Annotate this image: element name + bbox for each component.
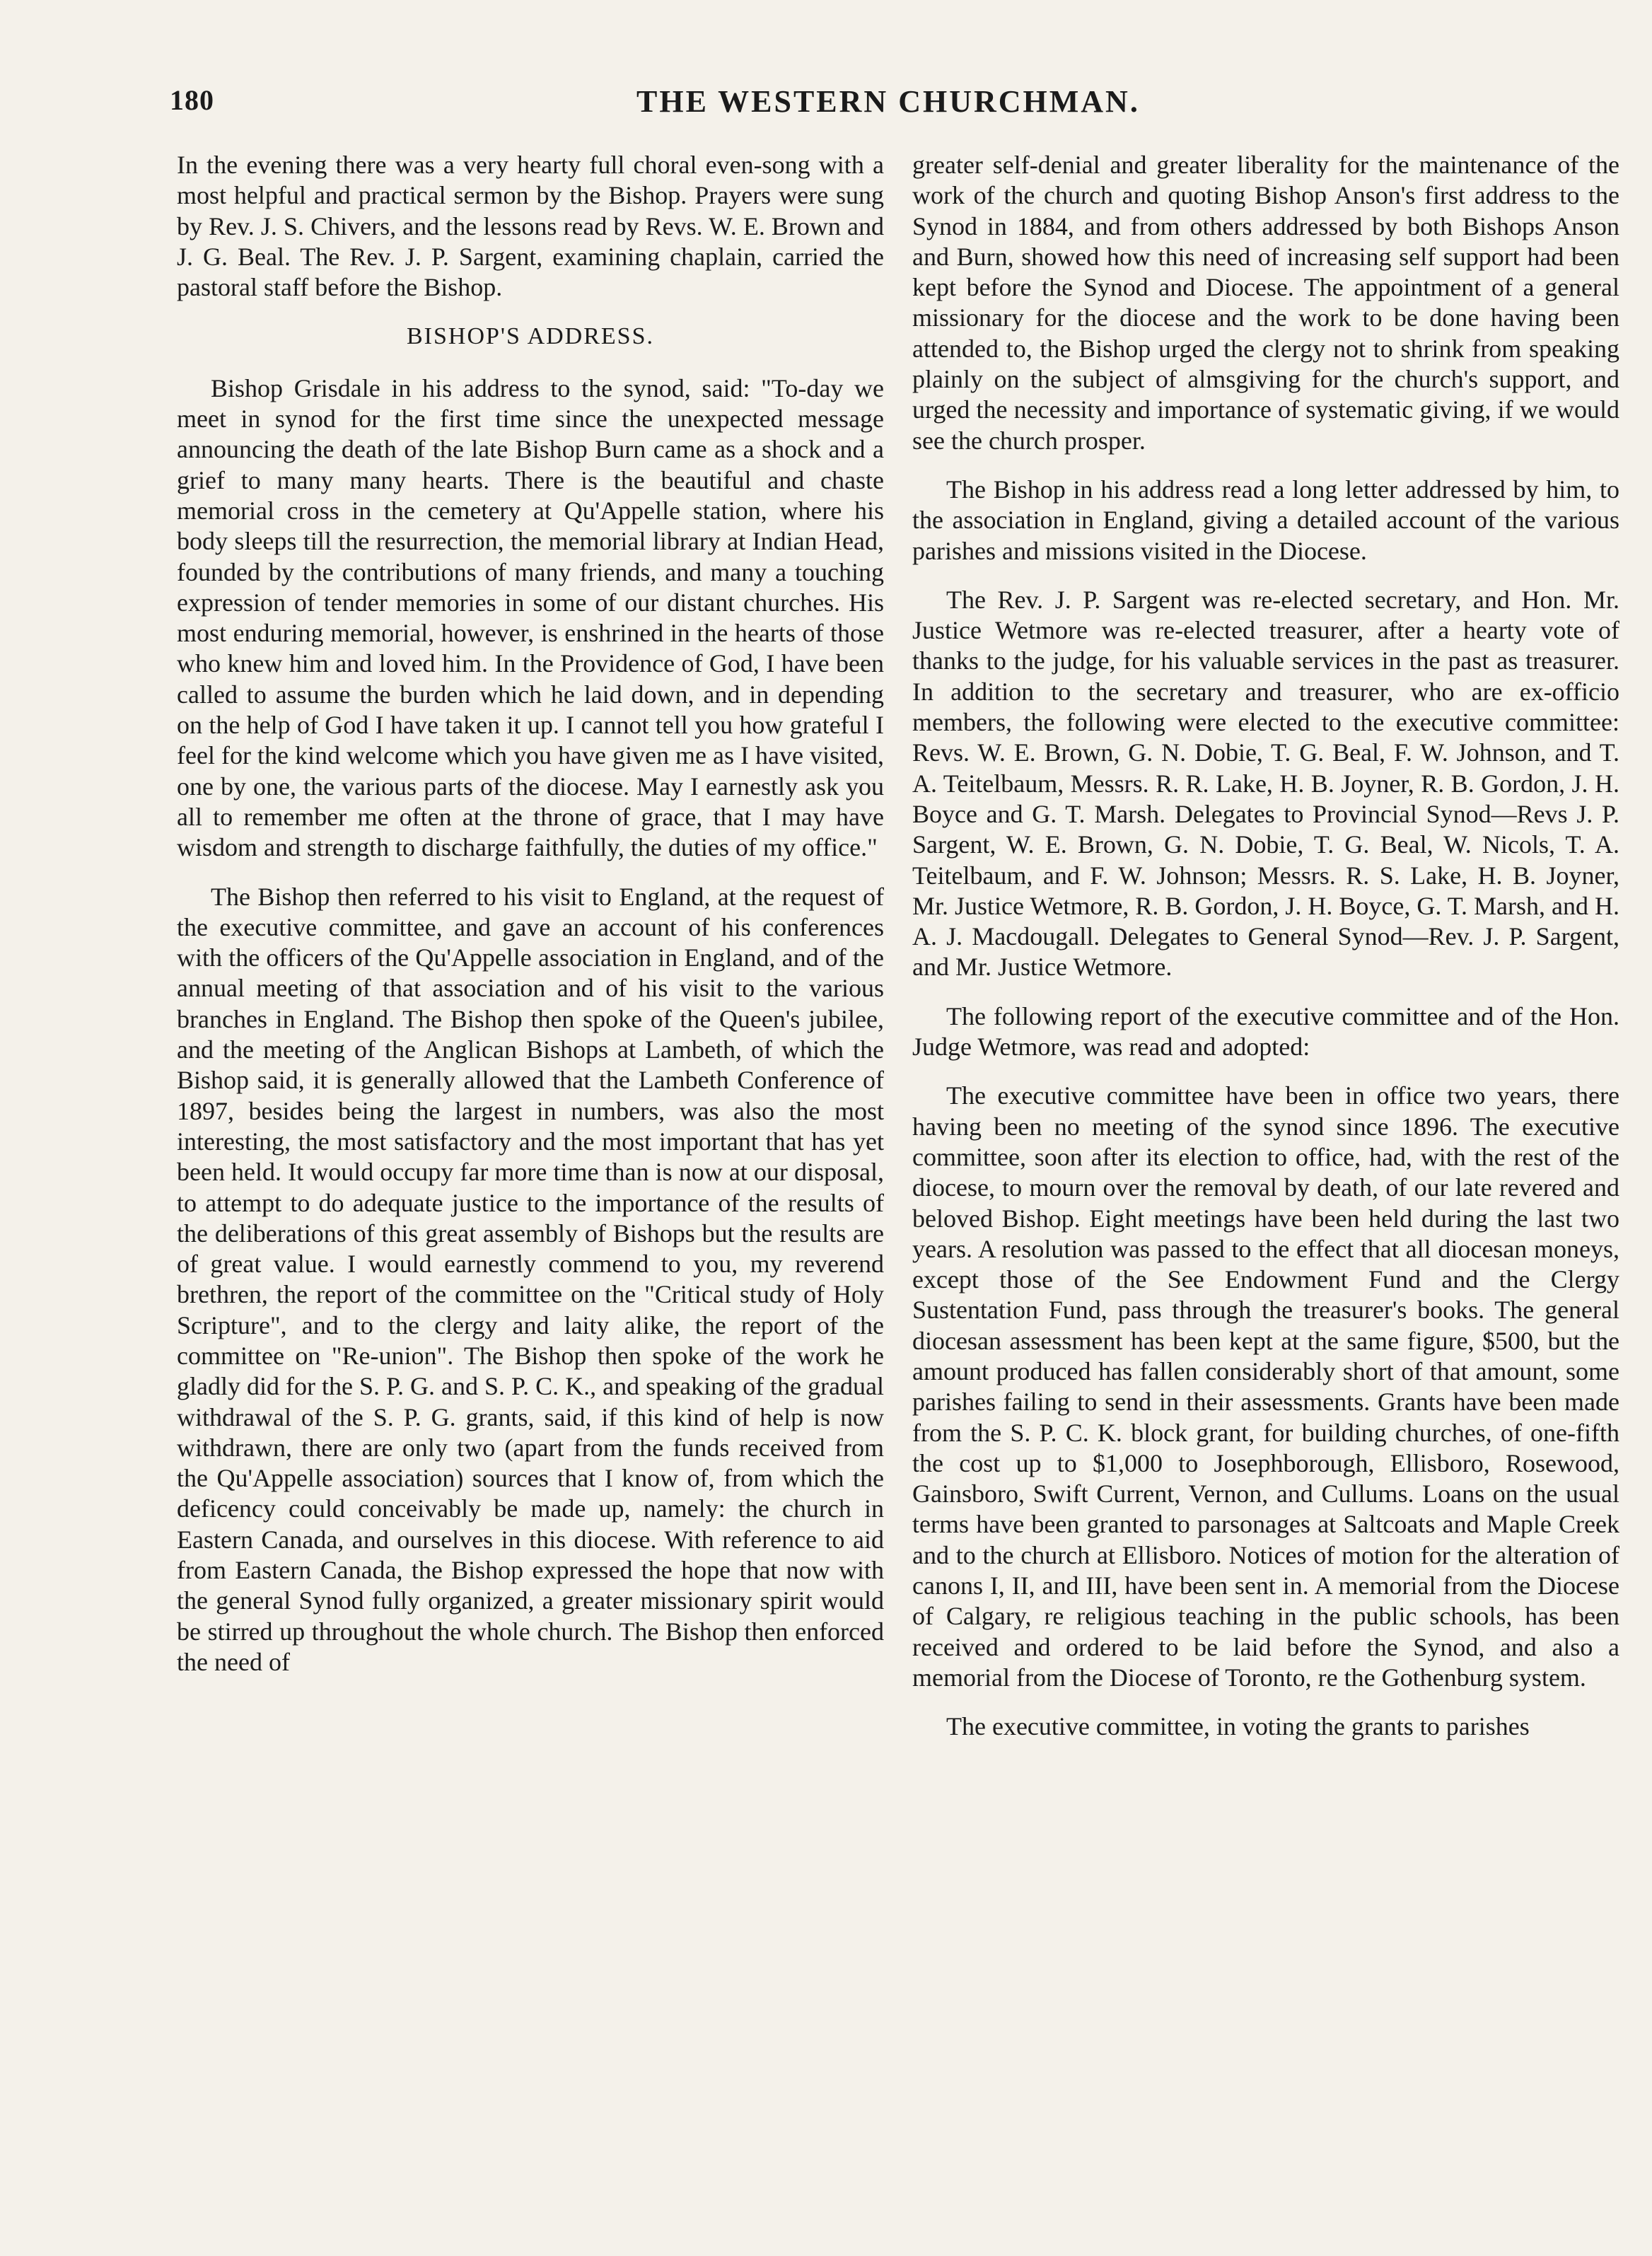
paragraph-self-denial: greater self-denial and greater liberality for the maintenance of the work of the church and quoting Bishop Anson's first address to the Synod in 1884, and from others addressed by both Bishops Anson and Burn, showed how this need of increasing self support had been kept before the Synod and Diocese. The appointment of a general missionary for the diocese and the work to be done having been attended to, the Bishop urged the clergy not to shrink from speaking plainly on the subject of almsgiving for the church's support, and urged the necessity and importance of systematic giving, if we would see the church prosper.: [912, 151, 1619, 455]
running-title: THE WESTERN CHURCHMAN.: [636, 84, 1140, 119]
paragraph-report-intro: The following report of the executive committee and of the Hon. Judge Wetmore, was read and adopted:: [912, 1001, 1619, 1062]
left-column: [177, 150, 884, 1696]
section-heading: BISHOP'S ADDRESS.: [406, 323, 654, 350]
paragraph-bishop-address: Bishop Grisdale in his address to the synod, said: "To-day we meet in synod for the first time since the unexpected message announcing the death of the late Bishop Burn came as a shock and a grief to many many hearts. There is the beautiful and chaste memorial cross in the cemetery at Qu'Appelle station, where his body sleeps till the resurrection, the memorial library at Indian Head, founded by the contributions of many friends, and many a touching expression of tender memories in some of our distant churches. His most enduring memorial, however, is enshrined in the hearts of those who knew him and loved him. In the Providence of God, I have been called to assume the burden which he laid down, and in depending on the help of God I have taken it up. I cannot tell you how grateful I feel for the kind welcome which you have given me as I have visited, one by one, the various parts of the diocese. May I earnestly ask you all to remember me often at the throne of grace, that I may have wisdom and strength to discharge faithfully, the duties of my office.": [177, 373, 884, 862]
paragraph-executive-report: The executive committee have been in office two years, there having been no meeting of the synod since 1896. The executive committee, soon after its election to office, had, with the rest of the diocese, to mourn over the removal by death, of our late revered and beloved Bishop. Eight meetings have been held during the last two years. A resolution was passed to the effect that all diocesan moneys, except those of the See Endowment Fund and the Clergy Sustentation Fund, pass through the treasurer's books. The general diocesan assessment has been kept at the same figure, $500, but the amount produced has fallen considerably short of that amount, some parishes failing to send in their assessments. Grants have been made from the S. P. C. K. block grant, for building churches, of one-fifth the cost up to $1,000 to Josephborough, Ellisboro, Rosewood, Gainsboro, Swift Current, Vernon, and Cullums. Loans on the usual terms have been granted to parsonages at Saltcoats and Maple Creek and to the church at Ellisboro. Notices of motion for the alteration of canons I, II, and III, have been sent in. A memorial from the Diocese of Calgary, re religious teaching in the public schools, has been received and ordered to be laid before the Synod, and also a memorial from the Diocese of Toronto, re the Gothenburg system.: [912, 1081, 1619, 1692]
paragraph-visit-england: The Bishop then referred to his visit to England, at the request of the executive committee, and gave an account of his conferences with the officers of the Qu'Appelle association in England, and of the annual meeting of that association and of his visit to the various branches in England. The Bishop then spoke of the Queen's jubilee, and the meeting of the Anglican Bishops at Lambeth, of which the Bishop said, it is generally allowed that the Lambeth Conference of 1897, besides being the largest in numbers, was also the most interesting, the most satisfactory and the most important that has yet been held. It would occupy far more time than is now at our disposal, to attempt to do adequate justice to the importance of the results of the deliberations of this great assembly of Bishops but the results are of great value. I would earnestly commend to you, my reverend brethren, the report of the committee on the "Critical study of Holy Scripture", and to the clergy and laity alike, the report of the committee on "Re-union". The Bishop then spoke of the work he gladly did for the S. P. G. and S. P. C. K., and speaking of the gradual withdrawal of the S. P. G. grants, said, if this kind of help is now withdrawn, there are only two (apart from the funds received from the Qu'Appelle association) sources that I know of, from which the deficency could conceivably be made up, namely: the church in Eastern Canada, and ourselves in this diocese. With reference to aid from Eastern Canada, the Bishop expressed the hope that now with the general Synod fully organized, a greater missionary spirit would be stirred up throughout the whole church. The Bishop then enforced the need of: [177, 882, 884, 1676]
paragraph-grants: The executive committee, in voting the grants to parishes: [946, 1712, 1530, 1741]
paragraph-evensong: In the evening there was a very hearty full choral even-song with a most helpful and practical sermon by the Bishop. Prayers were sung by Rev. J. S. Chivers, and the lessons read by Revs. W. E. Brown and J. G. Beal. The Rev. J. P. Sargent, examining chaplain, carried the pastoral staff before the Bishop.: [177, 151, 884, 302]
paragraph-letter: The Bishop in his address read a long letter addressed by him, to the association in England, giving a detailed account of the various parishes and missions visited in the Diocese.: [912, 475, 1619, 565]
paragraph-elections: The Rev. J. P. Sargent was re-elected secretary, and Hon. Mr. Justice Wetmore was re-elected treasurer, after a hearty vote of thanks to the judge, for his valuable services in the past as treasurer. In addition to the secretary and treasurer, who are ex-officio members, the following were elected to the executive committee: Revs. W. E. Brown, G. N. Dobie, T. G. Beal, F. W. Johnson, and T. A. Teitelbaum, Messrs. R. R. Lake, H. B. Joyner, R. B. Gordon, J. H. Boyce and G. T. Marsh. Delegates to Provincial Synod—Revs J. P. Sargent, W. E. Brown, G. N. Dobie, T. G. Beal, W. Nicols, T. A. Teitelbaum, and F. W. Johnson; Messrs. R. S. Lake, H. B. Joyner, Mr. Justice Wetmore, R. B. Gordon, J. H. Boyce, G. T. Marsh, and H. A. J. Macdougall. Delegates to General Synod—Rev. J. P. Sargent, and Mr. Justice Wetmore.: [912, 585, 1620, 982]
page-header: [170, 83, 1567, 140]
right-column: [912, 150, 1619, 1761]
page-number: 180: [170, 84, 214, 116]
